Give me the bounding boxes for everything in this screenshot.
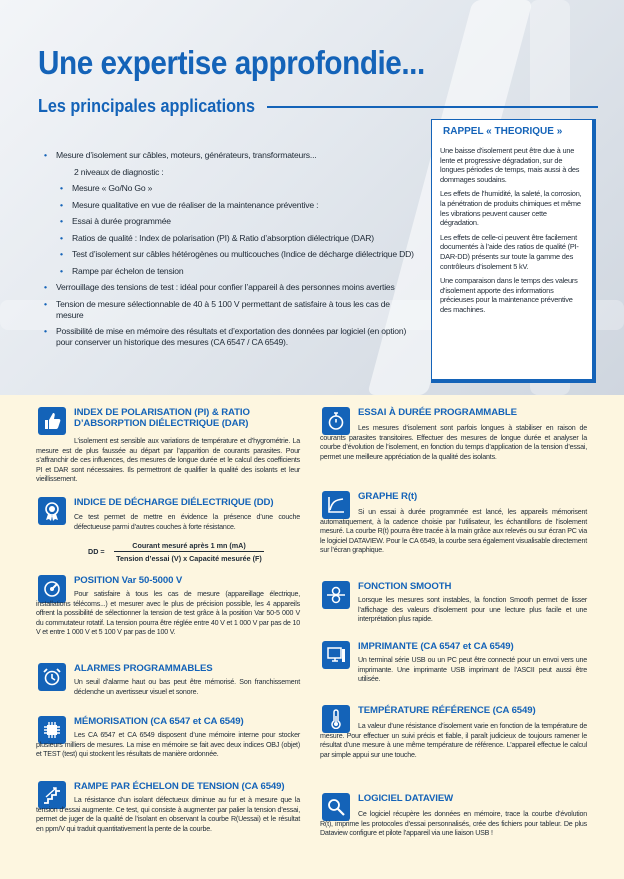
feature-body: Si un essai à durée programmée est lancé, les appareils mémorisent automatiquement, à la cadence choisie par l’utilisateur, les échantillons de l’isolement mesuré. La courbe R(t) pourra être tracée à la main grâce aux relevés ou sur écran PC via le logiciel DATAVIEW. Pour le CA 6549, la courbe sera également visualisable directement sur l’écran graphique.	[320, 508, 587, 555]
feature-title: INDICE DE DÉCHARGE DIÉLECTRIQUE (DD)	[74, 497, 274, 508]
list-item: • Mesure « Go/No Go »	[60, 183, 153, 193]
computer-icon	[322, 641, 350, 669]
feature-body: Ce test permet de mettre en évidence la présence d’une couche défectueuse parmi d’autres couches à forte résistance.	[74, 513, 300, 531]
list-item: • Mesure qualitative en vue de réaliser de la maintenance préventive :	[60, 199, 319, 210]
list-item: 2 niveaux de diagnostic :	[74, 166, 164, 177]
list-item: • Verrouillage des tensions de test : idéal pour confier l’appareil à des personnes moins averties	[44, 282, 395, 292]
feature-title: GRAPHE R(t)	[358, 491, 418, 502]
feature-title: POSITION Var 50-5000 V	[74, 575, 183, 586]
feature-reftemp	[322, 705, 587, 765]
feature-body: Les CA 6547 et CA 6549 disposent d’une mémoire interne pour stocker plusieurs milliers de mesures. La mise en mémoire se fait avec deux indices OBJ (objet) et TEST (test) qui stockent les résultats de manière ordonnée.	[36, 731, 300, 759]
feature-timed	[322, 407, 587, 487]
rappel-title: RAPPEL « THEORIQUE »	[443, 126, 563, 137]
bullet-icon: •	[60, 183, 63, 193]
bullet-icon: •	[60, 216, 63, 226]
bullet-icon: •	[44, 282, 47, 292]
features-section	[0, 395, 624, 879]
list-item: • Essai à durée programmée	[60, 216, 171, 226]
medal-icon	[38, 497, 66, 525]
feature-smooth	[322, 581, 587, 624]
bullet-icon: •	[60, 232, 63, 243]
formula-numerator: Courant mesuré après 1 mn (mA)	[114, 541, 264, 552]
heading-rule	[267, 106, 598, 108]
rollers-icon	[322, 581, 350, 609]
rappel-paragraph: Une comparaison dans le temps des valeurs d’isolement apporte des informations précieuses pour la maintenance préventive des machines.	[440, 276, 578, 314]
header-section	[0, 0, 624, 395]
feature-memory	[38, 716, 300, 768]
rappel-paragraph: Une baisse d’isolement peut être due à une lente et progressive dégradation, sur de longues périodes de temps, mais aussi à des dommages soudains.	[440, 146, 580, 184]
feature-printer	[322, 641, 587, 684]
dd-formula	[88, 541, 278, 567]
feature-body: La valeur d’une résistance d’isolement varie en fonction de la température de mesure. Pour effectuer un suivi précis et fiable, il paraît judicieux de toujours ramener le résultat d’une mesure à une même température de référence. L’appareil effectue le calcul par simple appui sur une touche.	[320, 722, 587, 759]
rappel-box	[431, 119, 596, 383]
rappel-paragraph: Les effets de l’humidité, la saleté, la corrosion, la pénétration de produits chimiques et même les vibrations peuvent causer cette dégradation.	[440, 189, 582, 228]
list-item: • Test d’isolement sur câbles hétérogènes ou multicouches (Indice de décharge diélectrique DD)	[60, 249, 414, 259]
feature-body: La résistance d’un isolant défectueux diminue au fur et à mesure que la tension d’essai augmente. Ce test, qui consiste à augmenter par palier la tension d’essai, permet de juger de la qualité de l’isolant en observant la courbe R(Uessai) et le résultat en ppm/V qui traduit quantitativement la pente de la courbe.	[36, 796, 300, 833]
section-title: Les principales applications	[38, 96, 255, 116]
formula-lhs: DD =	[88, 547, 105, 556]
feature-body: Pour satisfaire à tous les cas de mesure (appareillage électrique, installations télécoms...) et mesurer avec le plus de précision possible, les 4 appareils offrent la possibilité de sélectionner la tension de test grâce à la position Var 50-5 000 V du commutateur rotatif. La tension pourra être réglée entre 40 V et 1 000 V par pas de 10 V et entre 1 000 V et 5 100 V par pas de 100 V.	[36, 590, 300, 637]
feature-title: ALARMES PROGRAMMABLES	[74, 663, 213, 674]
feature-body: Un seuil d’alarme haut ou bas peut être mémorisé. Son franchissement déclenche un avertisseur visuel et sonore.	[74, 678, 300, 696]
formula-fraction	[114, 541, 264, 563]
feature-dd	[38, 497, 300, 577]
feature-graph	[322, 491, 587, 571]
bullet-icon: •	[44, 150, 47, 160]
thumbs-up-icon	[38, 407, 66, 435]
list-item: • Possibilité de mise en mémoire des résultats et d’exportation des données par logiciel (en option) pour conserver un historique des mesures (CA 6547 / CA 6549).	[44, 326, 407, 347]
bullet-icon: •	[60, 249, 63, 259]
list-item: • Ratios de qualité : Index de polarisation (PI) & Ratio d’absorption diélectrique (DAR)	[60, 232, 374, 243]
feature-pi	[38, 407, 300, 497]
feature-alarms	[38, 663, 300, 707]
feature-title: TEMPÉRATURE RÉFÉRENCE (CA 6549)	[358, 705, 536, 716]
feature-body: L’isolement est sensible aux variations de température et d’hygrométrie. La mesure est de plus faussée au départ par l’apparition de courants parasites. Pour s’affranchir de ces influences, des mesures de longue durée et le calcul des coefficients PI et DAR sont nécessaires. Ils permettront de qualifier la qualité des isolants et leur vieillissement.	[36, 437, 300, 484]
applications-list	[44, 150, 414, 354]
feature-body: Ce logiciel récupère les données en mémoire, trace la courbe d’évolution R(t), imprime les protocoles d’essai personnalisés, crée des fichiers pour tableur. De plus Dataview configure et pilote l’appareil via une liaison USB !	[320, 810, 587, 838]
feature-dataview	[322, 793, 587, 853]
page-title: Une expertise approfondie...	[38, 44, 425, 81]
feature-title: IMPRIMANTE (CA 6547 et CA 6549)	[358, 641, 514, 652]
feature-body: Un terminal série USB ou un PC peut être connecté pour un envoi vers une imprimante. Une imprimante USB imprimant de l’ASCII peut aussi être utilisée.	[358, 656, 587, 684]
rappel-paragraph: Les effets de celle-ci peuvent être facilement documentés à l’aide des ratios de qualité (PI-DAR-DD) présents sur toute la gamme des contrôleurs d’isolement 5 kV.	[440, 232, 579, 271]
formula-denominator: Tension d’essai (V) x Capacité mesurée (F)	[116, 554, 262, 563]
feature-ramp	[38, 781, 300, 861]
list-item: • Mesure d’isolement sur câbles, moteurs, générateurs, transformateurs...	[44, 150, 317, 160]
bullet-icon: •	[60, 265, 63, 276]
feature-title: INDEX DE POLARISATION (PI) & RATIO D’ABSORPTION DIÉLECTRIQUE (DAR)	[74, 407, 250, 429]
feature-title: MÉMORISATION (CA 6547 et CA 6549)	[74, 716, 244, 727]
feature-title: LOGICIEL DATAVIEW	[358, 793, 454, 804]
alarm-clock-icon	[38, 663, 66, 691]
feature-body: Lorsque les mesures sont instables, la fonction Smooth permet de lisser l’affichage des valeurs d’isolement pour une lecture plus facile et une interprétation plus rapide.	[358, 596, 587, 624]
feature-body: Les mesures d’isolement sont parfois longues à stabiliser en raison de courants parasites transitoires. Effectuer des mesures de longue durée et analyser la courbe d’évolution de l’isolement, en fonction du temps d’application de la tension d’essai, permet une meilleure appréciation de la qualité des isolants.	[320, 424, 587, 461]
feature-title: RAMPE PAR ÉCHELON DE TENSION (CA 6549)	[74, 781, 285, 792]
feature-title: FONCTION SMOOTH	[358, 581, 452, 592]
feature-title: ESSAI À DURÉE PROGRAMMABLE	[358, 407, 517, 418]
bullet-icon: •	[44, 326, 47, 336]
feature-position	[38, 575, 300, 655]
bullet-icon: •	[60, 199, 63, 210]
section-heading	[38, 96, 598, 117]
list-item: • Rampe par échelon de tension	[60, 265, 184, 276]
bullet-icon: •	[44, 298, 47, 309]
list-item: • Tension de mesure sélectionnable de 40 à 5 100 V permettant de satisfaire à tous les cas de mesure	[44, 298, 390, 320]
